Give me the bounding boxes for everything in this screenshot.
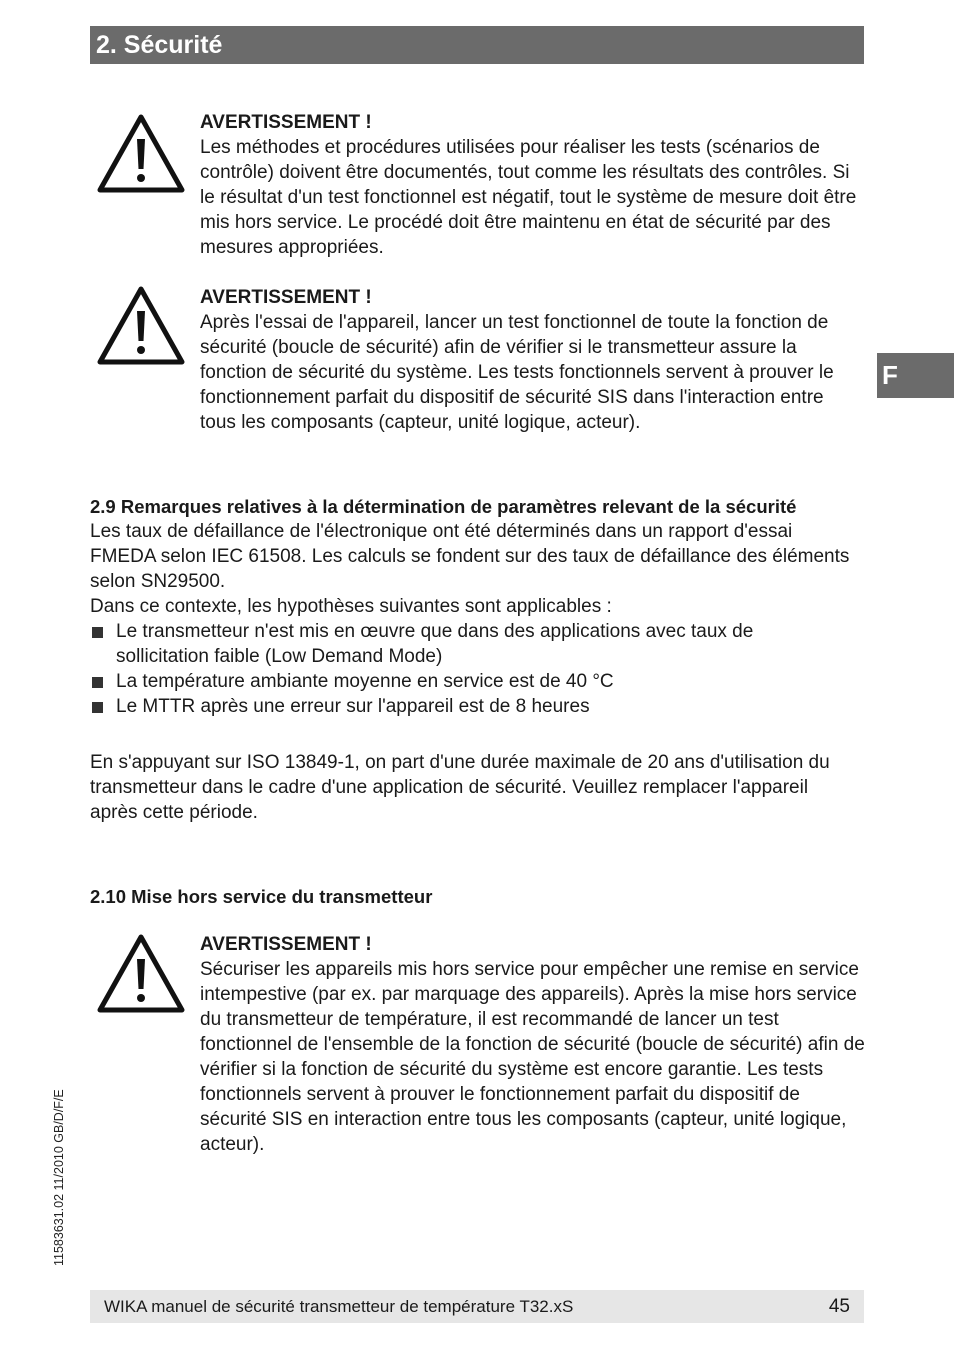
assumption-list	[90, 619, 790, 719]
section-intro: Les taux de défaillance de l'électronique ont été déterminés dans un rapport d'essai FMEDA selon IEC 61508. Les calculs se fondent sur des taux de défaillance des éléments selon SN29500.	[90, 521, 850, 592]
list-item: Le transmetteur n'est mis en œuvre que dans des applications avec taux de sollicitation faible (Low Demand Mode)	[90, 619, 790, 669]
square-bullet-icon	[92, 702, 103, 713]
warning-text: Sécuriser les appareils mis hors service pour empêcher une remise en service intempestive (par ex. par marquage des appareils). Après la mise hors service du transmetteur de température, il est recommandé de lancer un test fonctionnel de l'ensemble de la fonction de sécurité (boucle de sécurité) afin de vérifier si la fonction de sécurité du système est encore garantie. Les tests fonctionnels servent à prouver le fonctionnement parfait du dispositif de sécurité SIS en interaction entre tous les composants (capteur, unité logique, acteur).	[200, 959, 865, 1155]
footer	[90, 1290, 864, 1323]
list-item: La température ambiante moyenne en service est de 40 °C	[90, 669, 790, 694]
warning-triangle-icon	[96, 285, 186, 365]
square-bullet-icon	[92, 627, 103, 638]
warning-triangle-icon	[96, 933, 186, 1013]
warning-triangle-icon	[96, 113, 186, 193]
page-number: 45	[828, 1296, 850, 1317]
section-outro: En s'appuyant sur ISO 13849-1, on part d'une durée maximale de 20 ans d'utilisation du transmetteur dans le cadre d'une application de sécurité. Veuillez remplacer l'appareil après cette période.	[90, 752, 830, 823]
language-tab: F	[877, 353, 954, 398]
square-bullet-icon	[92, 677, 103, 688]
warning-block	[200, 932, 866, 1157]
section-2-9	[90, 494, 870, 719]
warning-block	[200, 110, 866, 260]
footer-title: WIKA manuel de sécurité transmetteur de température T32.xS	[104, 1297, 574, 1316]
warning-title: AVERTISSEMENT !	[200, 287, 372, 308]
section-heading: 2.10 Mise hors service du transmetteur	[90, 886, 433, 907]
section-heading: 2.9 Remarques relatives à la détermination de paramètres relevant de la sécurité	[90, 496, 797, 517]
warning-block	[200, 285, 864, 435]
warning-text: Après l'essai de l'appareil, lancer un test fonctionnel de toute la fonction de sécurité (boucle de sécurité) afin de vérifier si le transmetteur assure la fonction de sécurité du système. Les tests fonctionnels servent à prouver le fonctionnement parfait du dispositif de sécurité SIS dans l'interaction entre tous les composants (capteur, unité logique, acteur).	[200, 312, 834, 433]
warning-text: Les méthodes et procédures utilisées pour réaliser les tests (scénarios de contrôle) doivent être documentés, tout comme les résultats des contrôles. Si le résultat d'un test fonctionnel est négatif, tout le système de mesure doit être mis hors service. Le procédé doit être maintenu en état de sécurité par des mesures appropriées.	[200, 137, 857, 258]
document-code: 11583631.02 11/2010 GB/D/F/E	[52, 1089, 66, 1266]
list-item: Le MTTR après une erreur sur l'appareil est de 8 heures	[90, 694, 790, 719]
page-title: 2. Sécurité	[90, 26, 864, 64]
warning-title: AVERTISSEMENT !	[200, 112, 372, 133]
section-lead: Dans ce contexte, les hypothèses suivantes sont applicables :	[90, 596, 612, 617]
warning-title: AVERTISSEMENT !	[200, 934, 372, 955]
